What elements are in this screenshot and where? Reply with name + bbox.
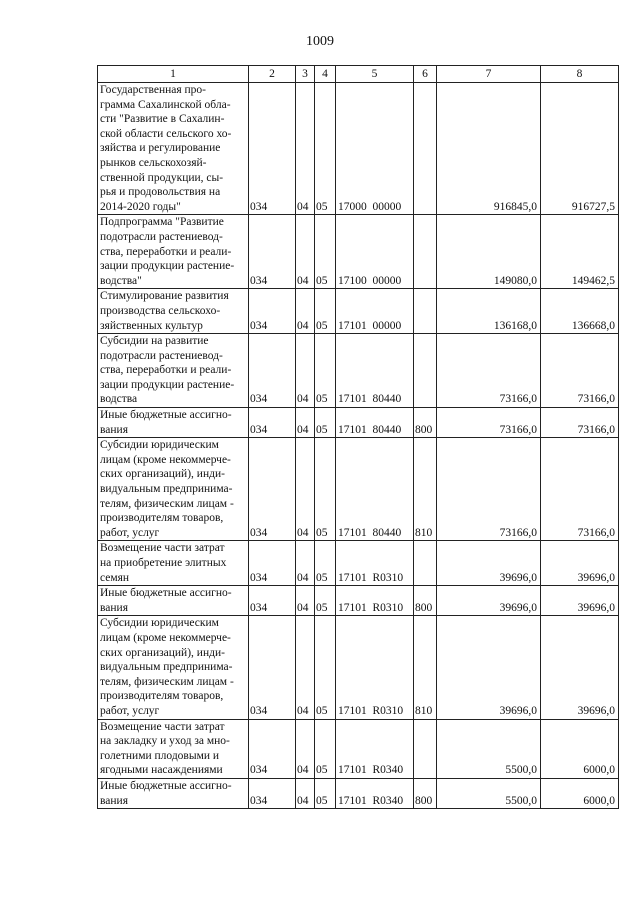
amount-col7-cell: 39696,0 — [437, 541, 541, 586]
target-article-cell: 17101 80440 — [336, 334, 414, 408]
amount-col8-cell: 916727,5 — [541, 83, 619, 215]
amount-col7-cell: 149080,0 — [437, 215, 541, 289]
row-name-cell: Иные бюджетные ассигно- вания — [98, 408, 249, 438]
table-row — [98, 408, 619, 438]
col-header-2: 2 — [249, 66, 296, 83]
table-row — [98, 215, 619, 289]
amount-col7-cell: 73166,0 — [437, 438, 541, 541]
expense-type-cell: 810 — [414, 438, 437, 541]
amount-col8-cell: 73166,0 — [541, 408, 619, 438]
table-row — [98, 616, 619, 719]
expense-type-cell — [414, 334, 437, 408]
expense-type-cell: 800 — [414, 408, 437, 438]
amount-col7-cell: 136168,0 — [437, 289, 541, 334]
table-row — [98, 289, 619, 334]
row-name-cell: Субсидии на развитие подотрасли растениевод- ства, переработки и реали- зации продукции растение- водства — [98, 334, 249, 408]
target-article-cell: 17101 R0310 — [336, 541, 414, 586]
subsection-cell: 05 — [315, 215, 336, 289]
amount-col7-cell: 39696,0 — [437, 616, 541, 719]
expense-type-cell — [414, 83, 437, 215]
row-name-cell: Иные бюджетные ассигно- вания — [98, 586, 249, 616]
amount-col8-cell: 149462,5 — [541, 215, 619, 289]
ministry-code-cell: 034 — [249, 215, 296, 289]
target-article-cell: 17101 R0310 — [336, 586, 414, 616]
amount-col8-cell: 39696,0 — [541, 616, 619, 719]
section-cell: 04 — [296, 289, 315, 334]
ministry-code-cell: 034 — [249, 719, 296, 778]
target-article-cell: 17100 00000 — [336, 215, 414, 289]
target-article-cell: 17101 00000 — [336, 289, 414, 334]
page-number: 1009 — [306, 34, 334, 49]
ministry-code-cell: 034 — [249, 438, 296, 541]
expense-type-cell — [414, 215, 437, 289]
section-cell: 04 — [296, 586, 315, 616]
col-header-8: 8 — [541, 66, 619, 83]
table-row — [98, 778, 619, 808]
ministry-code-cell: 034 — [249, 83, 296, 215]
section-cell: 04 — [296, 541, 315, 586]
table-row — [98, 719, 619, 778]
subsection-cell: 05 — [315, 778, 336, 808]
ministry-code-cell: 034 — [249, 541, 296, 586]
row-name-cell: Иные бюджетные ассигно- вания — [98, 778, 249, 808]
table-row — [98, 541, 619, 586]
ministry-code-cell: 034 — [249, 586, 296, 616]
target-article-cell: 17000 00000 — [336, 83, 414, 215]
header-row — [98, 66, 619, 83]
subsection-cell: 05 — [315, 586, 336, 616]
section-cell: 04 — [296, 215, 315, 289]
section-cell: 04 — [296, 408, 315, 438]
target-article-cell: 17101 R0310 — [336, 616, 414, 719]
amount-col8-cell: 136668,0 — [541, 289, 619, 334]
subsection-cell: 05 — [315, 438, 336, 541]
expense-type-cell — [414, 719, 437, 778]
ministry-code-cell: 034 — [249, 778, 296, 808]
amount-col8-cell: 6000,0 — [541, 778, 619, 808]
expense-type-cell — [414, 289, 437, 334]
subsection-cell: 05 — [315, 616, 336, 719]
amount-col8-cell: 39696,0 — [541, 541, 619, 586]
table-row — [98, 586, 619, 616]
row-name-cell: Государственная про- грамма Сахалинской обла- сти "Развитие в Сахалин- ской области сельского хо- зяйства и регулирование рынков сельскохозяй- ственной продукции, сы- рья и продовольствия на 2014-2020 годы" — [98, 83, 249, 215]
expense-type-cell — [414, 541, 437, 586]
amount-col7-cell: 39696,0 — [437, 586, 541, 616]
expense-type-cell: 800 — [414, 586, 437, 616]
row-name-cell: Возмещение части затрат на закладку и уход за мно- голетними плодовыми и ягодными насаждениями — [98, 719, 249, 778]
amount-col8-cell: 73166,0 — [541, 438, 619, 541]
section-cell: 04 — [296, 778, 315, 808]
target-article-cell: 17101 R0340 — [336, 719, 414, 778]
amount-col8-cell: 39696,0 — [541, 586, 619, 616]
section-cell: 04 — [296, 616, 315, 719]
ministry-code-cell: 034 — [249, 334, 296, 408]
row-name-cell: Возмещение части затрат на приобретение элитных семян — [98, 541, 249, 586]
ministry-code-cell: 034 — [249, 408, 296, 438]
section-cell: 04 — [296, 438, 315, 541]
ministry-code-cell: 034 — [249, 616, 296, 719]
subsection-cell: 05 — [315, 83, 336, 215]
col-header-4: 4 — [315, 66, 336, 83]
table-row — [98, 334, 619, 408]
amount-col7-cell: 73166,0 — [437, 334, 541, 408]
expense-type-cell: 810 — [414, 616, 437, 719]
row-name-cell: Субсидии юридическим лицам (кроме некоммерче- ских организаций), инди- видуальным предпринима- телям, физическим лицам - производителям товаров, работ, услуг — [98, 438, 249, 541]
subsection-cell: 05 — [315, 408, 336, 438]
amount-col7-cell: 73166,0 — [437, 408, 541, 438]
table-row — [98, 438, 619, 541]
subsection-cell: 05 — [315, 719, 336, 778]
section-cell: 04 — [296, 334, 315, 408]
subsection-cell: 05 — [315, 289, 336, 334]
row-name-cell: Стимулирование развития производства сельскохо- зяйственных культур — [98, 289, 249, 334]
col-header-3: 3 — [296, 66, 315, 83]
row-name-cell: Подпрограмма "Развитие подотрасли растениевод- ства, переработки и реали- зации продукции растение- водства" — [98, 215, 249, 289]
col-header-1: 1 — [98, 66, 249, 83]
subsection-cell: 05 — [315, 541, 336, 586]
amount-col7-cell: 5500,0 — [437, 719, 541, 778]
amount-col8-cell: 73166,0 — [541, 334, 619, 408]
table-body — [98, 83, 619, 809]
amount-col8-cell: 6000,0 — [541, 719, 619, 778]
col-header-6: 6 — [414, 66, 437, 83]
table-row — [98, 83, 619, 215]
amount-col7-cell: 916845,0 — [437, 83, 541, 215]
budget-table — [97, 65, 619, 809]
amount-col7-cell: 5500,0 — [437, 778, 541, 808]
expense-type-cell: 800 — [414, 778, 437, 808]
ministry-code-cell: 034 — [249, 289, 296, 334]
col-header-7: 7 — [437, 66, 541, 83]
target-article-cell: 17101 80440 — [336, 408, 414, 438]
subsection-cell: 05 — [315, 334, 336, 408]
row-name-cell: Субсидии юридическим лицам (кроме некоммерче- ских организаций), инди- видуальным предпринима- телям, физическим лицам - производителям товаров, работ, услуг — [98, 616, 249, 719]
col-header-5: 5 — [336, 66, 414, 83]
section-cell: 04 — [296, 719, 315, 778]
target-article-cell: 17101 R0340 — [336, 778, 414, 808]
target-article-cell: 17101 80440 — [336, 438, 414, 541]
section-cell: 04 — [296, 83, 315, 215]
